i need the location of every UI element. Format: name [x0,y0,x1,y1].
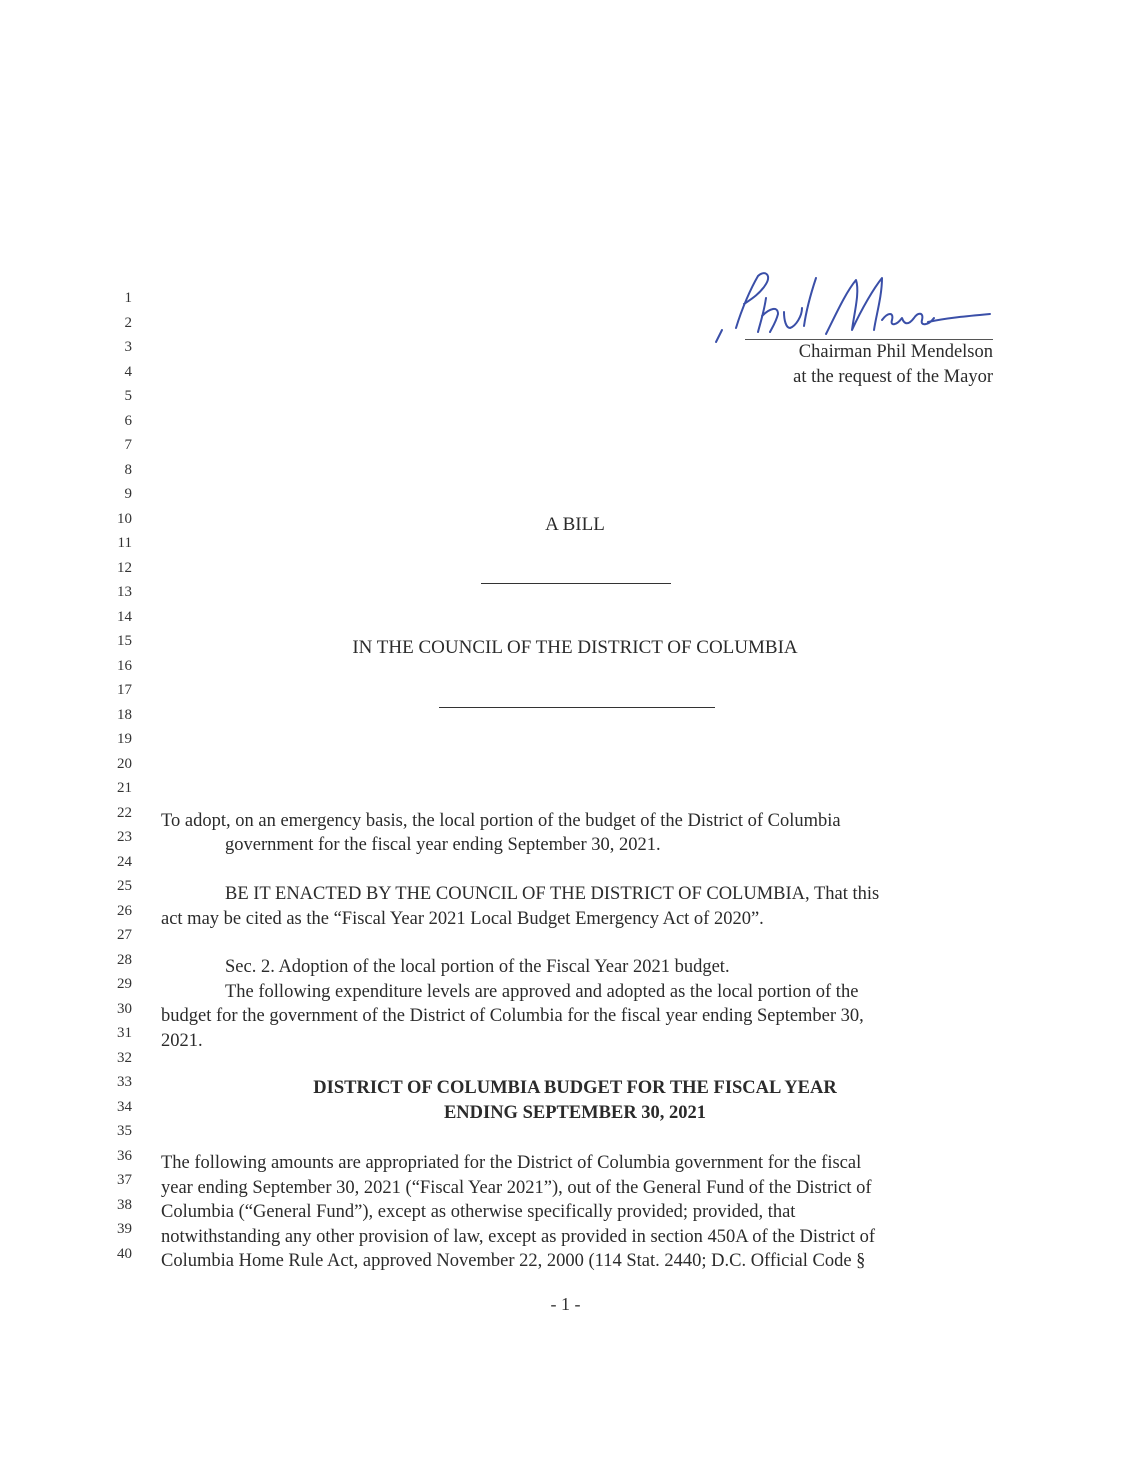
appropriation-line-3: Columbia (“General Fund”), except as otherwise specifically provided; provided, that [161,1202,796,1222]
line-number: 24 [117,853,132,870]
sponsor-name: Chairman Phil Mendelson [798,342,993,362]
line-number: 5 [124,388,132,404]
line-number: 25 [117,878,132,894]
line-number: 7 [124,437,132,453]
line-number: 13 [117,584,132,600]
line-numbers [96,286,132,1266]
budget-heading-line-2: ENDING SEPTEMBER 30, 2021 [443,1103,707,1123]
appropriation-line-2: year ending September 30, 2021 (“Fiscal Year 2021”), out of the General Fund of the District of [161,1178,872,1198]
line-number: 16 [117,657,132,674]
bill-label: A BILL [545,514,605,535]
line-number: 10 [117,510,132,527]
line-number: 14 [117,608,132,625]
line-number: 9 [124,486,132,502]
bill-number-blank [481,583,671,584]
line-number: 6 [124,412,132,429]
line-number: 12 [117,559,132,576]
line-number: 27 [117,927,132,943]
line-number: 2 [124,314,132,331]
line-number: 4 [124,363,132,380]
page-number: - 1 - [550,1294,581,1314]
appropriation-line-5: Columbia Home Rule Act, approved November 22, 2000 (114 Stat. 2440; D.C. Official Code § [161,1251,866,1271]
line-number: 17 [117,682,132,698]
line-number: 22 [117,804,132,821]
line-number: 40 [117,1245,132,1262]
line-number: 37 [117,1172,132,1188]
signature-line [745,339,993,340]
line-number: 11 [117,535,132,551]
line-number: 30 [117,1000,132,1017]
line-number: 33 [117,1074,132,1090]
line-number: 31 [117,1025,132,1041]
line-number: 3 [124,339,132,355]
line-number: 28 [117,951,132,968]
appropriation-line-4: notwithstanding any other provision of law, except as provided in section 450A of the District of [161,1227,875,1247]
enacting-clause-line-1: BE IT ENACTED BY THE COUNCIL OF THE DISTRICT OF COLUMBIA, That this [225,884,880,904]
line-number: 34 [117,1098,132,1115]
line-number: 20 [117,755,132,772]
line-number: 8 [124,461,132,478]
line-number: 35 [117,1123,132,1139]
section-2-line-2: budget for the government of the District of Columbia for the fiscal year ending September 30, [161,1006,864,1026]
sponsor-request: at the request of the Mayor [793,367,993,387]
enacting-clause-line-2: act may be cited as the “Fiscal Year 2021 Local Budget Emergency Act of 2020”. [161,909,764,929]
line-number: 1 [124,290,132,306]
line-number: 38 [117,1196,132,1213]
council-label: IN THE COUNCIL OF THE DISTRICT OF COLUMBIA [352,637,798,658]
date-blank [439,707,715,708]
bill-title-line-1: To adopt, on an emergency basis, the local portion of the budget of the District of Columbia [161,811,841,831]
line-number: 15 [117,633,132,649]
signature-image [706,268,996,348]
section-2-line-3: 2021. [161,1031,203,1051]
section-2-line-1: The following expenditure levels are approved and adopted as the local portion of the [225,982,859,1002]
line-number: 39 [117,1221,132,1237]
bill-title-line-2: government for the fiscal year ending September 30, 2021. [225,835,661,855]
line-number: 19 [117,731,132,747]
line-number: 21 [117,780,132,796]
line-number: 36 [117,1147,132,1164]
line-number: 29 [117,976,132,992]
appropriation-line-1: The following amounts are appropriated for the District of Columbia government for the fiscal [161,1153,862,1173]
section-2-heading: Sec. 2. Adoption of the local portion of the Fiscal Year 2021 budget. [225,957,730,977]
budget-heading-line-1: DISTRICT OF COLUMBIA BUDGET FOR THE FISCAL YEAR [313,1078,837,1098]
line-number: 23 [117,829,132,845]
line-number: 26 [117,902,132,919]
line-number: 32 [117,1049,132,1066]
line-number: 18 [117,706,132,723]
